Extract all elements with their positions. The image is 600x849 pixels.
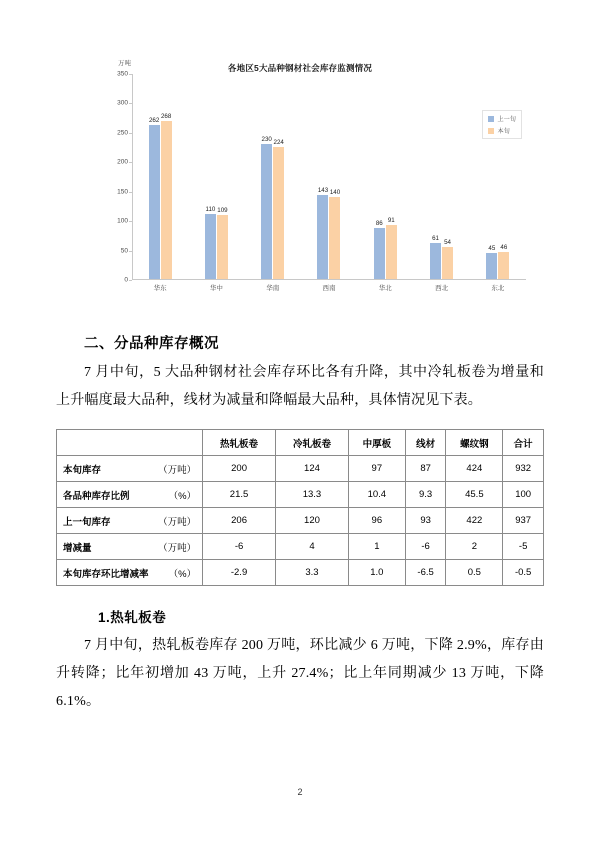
table-cell: 87 — [405, 456, 446, 482]
table-header-cell: 螺纹钢 — [446, 430, 503, 456]
table-cell: -0.5 — [503, 560, 544, 586]
x-axis-tick-label: 西北 — [435, 285, 449, 292]
y-axis-tick-label: 50 — [120, 247, 128, 255]
x-axis — [132, 279, 526, 280]
x-axis-tick-label: 华东 — [153, 285, 167, 292]
bar-group — [245, 135, 301, 292]
bar-curr — [498, 243, 509, 279]
bar-curr — [442, 239, 453, 279]
bar-value-label: 224 — [273, 139, 284, 147]
table-cell: 932 — [503, 456, 544, 482]
y-axis-tick-label: 200 — [117, 158, 128, 166]
page-number: 2 — [297, 787, 303, 797]
y-axis-tick-label: 0 — [124, 276, 128, 284]
table-cell: 10.4 — [348, 482, 405, 508]
legend-label-prev: 上一旬 — [497, 116, 516, 123]
table-cell: 45.5 — [446, 482, 503, 508]
x-axis-tick-label: 东北 — [491, 285, 505, 292]
bar-value-label: 46 — [500, 243, 508, 251]
table-cell: 200 — [203, 456, 276, 482]
table-cell: -6 — [405, 534, 446, 560]
legend-item-prev — [488, 114, 516, 123]
subsection-paragraph: 7 月中旬，热轧板卷库存 200 万吨，环比减少 6 万吨，下降 2.9%，库存由升转降；比年初增加 43 万吨，上升 27.4%；比上年同期减少 13 万吨，下降 6.1%。 — [56, 638, 544, 709]
bar-curr — [329, 188, 341, 279]
x-axis-tick-label: 华南 — [266, 285, 280, 292]
subsection-heading: 1.热轧板卷 — [98, 610, 167, 625]
x-axis-tick-label: 华中 — [209, 285, 223, 292]
table-row — [57, 482, 544, 508]
bar-value-label: 262 — [148, 116, 160, 124]
table-cell: 124 — [276, 456, 349, 482]
table-cell: 422 — [446, 508, 503, 534]
bar-value-label: 54 — [444, 239, 452, 247]
bar-value-label: 230 — [261, 135, 272, 143]
legend-swatch-prev-icon — [488, 116, 494, 122]
table-cell: -6 — [203, 534, 276, 560]
bar-curr — [273, 139, 284, 279]
bar-prev — [205, 206, 216, 279]
bar-prev — [374, 220, 385, 279]
bar-group — [132, 113, 188, 292]
bar-curr — [217, 206, 228, 279]
chart-title: 各地区5大品种钢材社会库存监测情况 — [227, 63, 373, 73]
bar-prev — [430, 235, 441, 279]
bar-value-label: 91 — [387, 217, 395, 225]
table-header-cell — [57, 430, 203, 456]
table-header-cell: 冷轧板卷 — [276, 430, 349, 456]
table-cell: 1.0 — [348, 560, 405, 586]
table-cell: 120 — [276, 508, 349, 534]
table-cell: 21.5 — [203, 482, 276, 508]
y-axis-tick-label: 300 — [117, 99, 128, 107]
table-cell: 93 — [405, 508, 446, 534]
table-cell: 9.3 — [405, 482, 446, 508]
y-axis-tick-label: 350 — [117, 70, 128, 78]
table-cell: -5 — [503, 534, 544, 560]
bar-curr — [386, 217, 397, 279]
bar-value-label: 110 — [205, 206, 216, 214]
table-cell: -2.9 — [203, 560, 276, 586]
table-cell: 100 — [503, 482, 544, 508]
y-axis-tick-label: 150 — [117, 188, 128, 196]
table-cell: 424 — [446, 456, 503, 482]
legend-label-curr: 本旬 — [497, 128, 510, 135]
bar-group — [413, 235, 469, 292]
table-cell: 97 — [348, 456, 405, 482]
table-cell: 206 — [203, 508, 276, 534]
table-header-cell: 合计 — [503, 430, 544, 456]
table-cell: 4 — [276, 534, 349, 560]
table-row — [57, 508, 544, 534]
y-axis-tick-label: 250 — [117, 129, 128, 137]
bar-prev — [148, 116, 160, 279]
table-row-label: 增减量 （万吨） — [57, 534, 203, 560]
table-cell: 2 — [446, 534, 503, 560]
chart-container — [56, 58, 544, 310]
bar-prev — [261, 135, 272, 279]
legend-swatch-curr-icon — [488, 128, 494, 134]
section-paragraph: 7 月中旬，5 大品种钢材社会库存环比各有升降，其中冷轧板卷为增量和上升幅度最大品种，线材为减量和降幅最大品种，具体情况见下表。 — [56, 365, 544, 408]
bar-value-label: 143 — [317, 186, 329, 194]
y-axis-tick-mark — [129, 103, 132, 104]
table-header-cell: 中厚板 — [348, 430, 405, 456]
x-axis-tick-label: 华北 — [378, 285, 392, 292]
bar-prev — [317, 186, 329, 279]
table-cell: 96 — [348, 508, 405, 534]
table-header-row — [57, 430, 544, 456]
chart-unit-label: 万吨 — [118, 60, 131, 67]
section-heading: 二、分品种库存概况 — [84, 336, 219, 352]
bar-group — [301, 186, 357, 292]
table-row — [57, 456, 544, 482]
table-cell: 1 — [348, 534, 405, 560]
table-cell: 3.3 — [276, 560, 349, 586]
table-row-label: 本旬库存环比增减率 （%） — [57, 560, 203, 586]
bar-value-label: 61 — [432, 235, 440, 243]
bar-curr — [160, 113, 172, 279]
bar-group — [470, 243, 526, 292]
table-row-label: 本旬库存 （万吨） — [57, 456, 203, 482]
bar-group — [357, 217, 413, 292]
table-row-label: 各品种库存比例 （%） — [57, 482, 203, 508]
legend-item-curr — [488, 126, 516, 135]
table-cell: 13.3 — [276, 482, 349, 508]
table-cell: 937 — [503, 508, 544, 534]
table-cell: -6.5 — [405, 560, 446, 586]
table-row — [57, 560, 544, 586]
chart-legend — [482, 110, 522, 139]
bar-value-label: 109 — [217, 206, 228, 214]
bar-value-label: 140 — [329, 188, 341, 196]
table-header-cell: 热轧板卷 — [203, 430, 276, 456]
table-body — [57, 456, 544, 586]
chart-plot-area — [117, 70, 526, 292]
bar-value-label: 45 — [488, 244, 496, 252]
y-axis-tick-mark — [129, 280, 132, 281]
bar-value-label: 86 — [375, 220, 383, 228]
table-cell: 0.5 — [446, 560, 503, 586]
y-axis-tick-label: 100 — [117, 217, 128, 225]
bar-group — [188, 206, 244, 292]
table-row — [57, 534, 544, 560]
y-axis-tick-mark — [129, 74, 132, 75]
stock-table — [56, 429, 544, 586]
bar-prev — [486, 244, 497, 279]
bar-value-label: 268 — [160, 113, 172, 121]
x-axis-tick-label: 西南 — [322, 285, 336, 292]
table-header-cell: 线材 — [405, 430, 446, 456]
table-row-label: 上一旬库存 （万吨） — [57, 508, 203, 534]
